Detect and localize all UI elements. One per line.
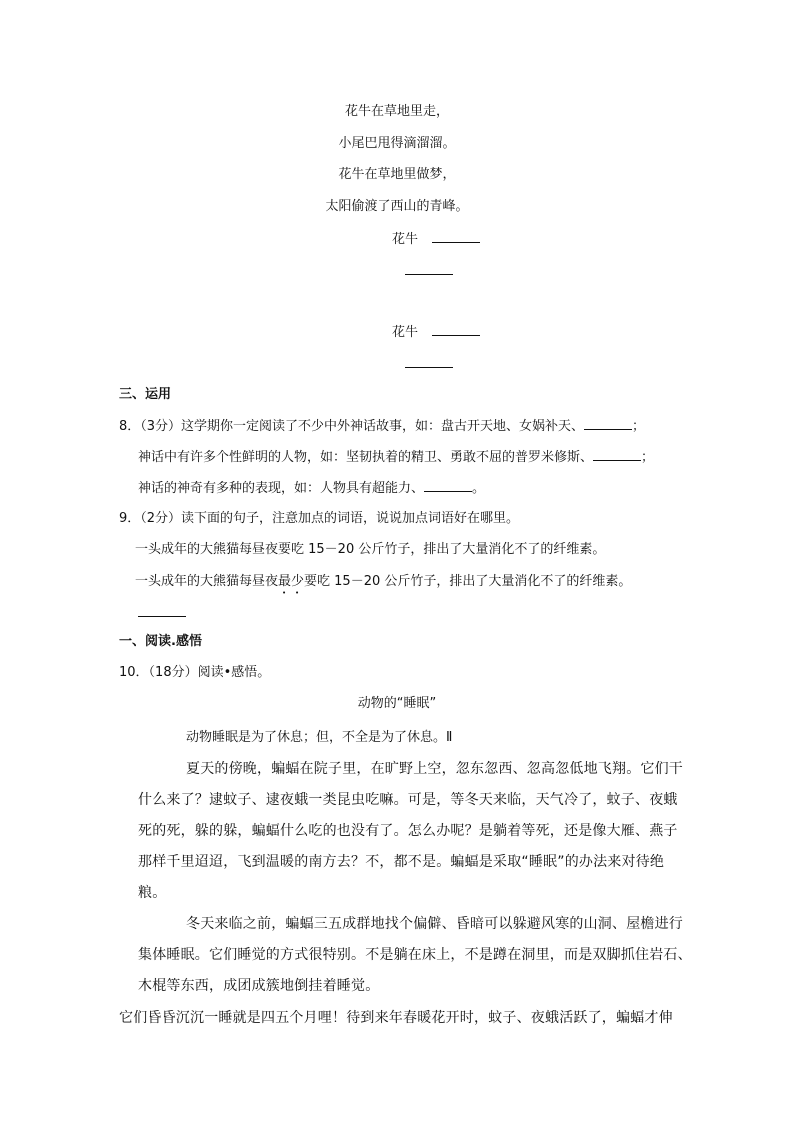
q9-dotted-word: 最少 (278, 574, 305, 589)
article-p2-line-2: 什么来了？逮蚊子、逮夜蛾一类昆虫吃嘛。可是，等冬天来临，天气冷了，蚊子、夜蛾 (138, 792, 678, 808)
article-p3-line-3: 木棍等东西，成团成簇地倒挂着睡觉。 (138, 978, 380, 994)
article-p3-line-2: 集体睡眠。它们睡觉的方式很特别。不是躺在床上，不是蹲在洞里，而是双脚抓住岩石、 (138, 947, 692, 963)
q9-s2-post: 要吃 15－20 公斤竹子，排出了大量消化不了的纤维素。 (304, 574, 632, 589)
poem-fill-row-4 (405, 355, 453, 374)
q9-line-1: 9．（2分）读下面的句子，注意加点的词语，说说加点词语好在哪里。 (119, 511, 520, 526)
answer-blank[interactable] (432, 230, 480, 243)
poem-fill-row-1 (392, 230, 480, 249)
q8-text-3: 神话的神奇有多种的表现，如：人物具有超能力、 (138, 481, 425, 496)
article-title: 动物的“睡眠” (357, 696, 437, 711)
poem-line-1: 花牛在草地里走， (344, 104, 449, 119)
q8-text-1: 8．（3分）这学期你一定阅读了不少中外神话故事，如：盘古开天地、女娲补天、 (119, 419, 585, 434)
q10-line: 10．（18分）阅读•感悟。 (119, 665, 271, 680)
q9-answer-row (138, 604, 186, 623)
q8-end-3: 。 (472, 481, 486, 496)
answer-blank[interactable] (424, 479, 472, 492)
q8-line-2 (138, 448, 654, 467)
poem-fill-row-3 (392, 323, 480, 342)
article-p2-line-4: 那样千里迢迢，飞到温暖的南方去？不，都不是。蝙蝠是采取“睡眠”的办法来对待绝 (138, 854, 665, 870)
q9-sentence-2 (135, 573, 631, 597)
q8-line-3 (138, 479, 485, 498)
article-p2-line-3: 死的死，躲的躲，蝙蝠什么吃的也没有了。怎么办呢？是躺着等死，还是像大雁、燕子 (138, 823, 678, 839)
q8-end-2: ； (641, 450, 655, 465)
section-heading-reading: 一、阅读.感悟 (119, 634, 202, 649)
answer-blank[interactable] (138, 604, 186, 617)
q9-s2-pre: 一头成年的大熊猫每昼夜 (135, 574, 279, 589)
section-heading-apply: 三、运用 (119, 387, 172, 402)
q9-sentence-1: 一头成年的大熊猫每昼夜要吃 15－20 公斤竹子，排出了大量消化不了的纤维素。 (135, 542, 606, 557)
article-p2-line-5: 粮。 (138, 885, 167, 901)
answer-blank[interactable] (432, 323, 480, 336)
article-p1: 动物睡眠是为了休息；但，不全是为了休息。Ⅱ (186, 730, 453, 745)
q8-end-1: ； (632, 419, 646, 434)
poem-line-3: 花牛在草地里做梦， (338, 167, 456, 182)
q8-text-2: 神话中有许多个性鲜明的人物，如：坚韧执着的精卫、勇敢不屈的普罗米修斯、 (138, 450, 594, 465)
poem-fill-row-2 (405, 262, 453, 281)
q8-line-1 (119, 417, 645, 436)
article-p2-line-1: 夏天的傍晚，蝙蝠在院子里，在旷野上空，忽东忽西、忽高忽低地飞翔。它们干 (186, 761, 683, 777)
answer-blank[interactable] (405, 262, 453, 275)
answer-blank[interactable] (584, 417, 632, 430)
poem-fill-label: 花牛 (392, 232, 419, 247)
article-p4-line-1: 它们昏昏沉沉一睡就是四五个月哩！待到来年春暖花开时，蚊子、夜蛾活跃了，蝙蝠才伸 (119, 1010, 673, 1026)
poem-fill-label-2: 花牛 (392, 325, 419, 340)
poem-line-4: 太阳偷渡了西山的青峰。 (325, 199, 469, 214)
article-p3-line-1: 冬天来临之前，蝙蝠三五成群地找个偏僻、昏暗可以躲避风寒的山洞、屋檐进行 (186, 916, 683, 932)
poem-line-2: 小尾巴甩得滴溜溜。 (338, 136, 456, 151)
answer-blank[interactable] (593, 448, 641, 461)
answer-blank[interactable] (405, 355, 453, 368)
